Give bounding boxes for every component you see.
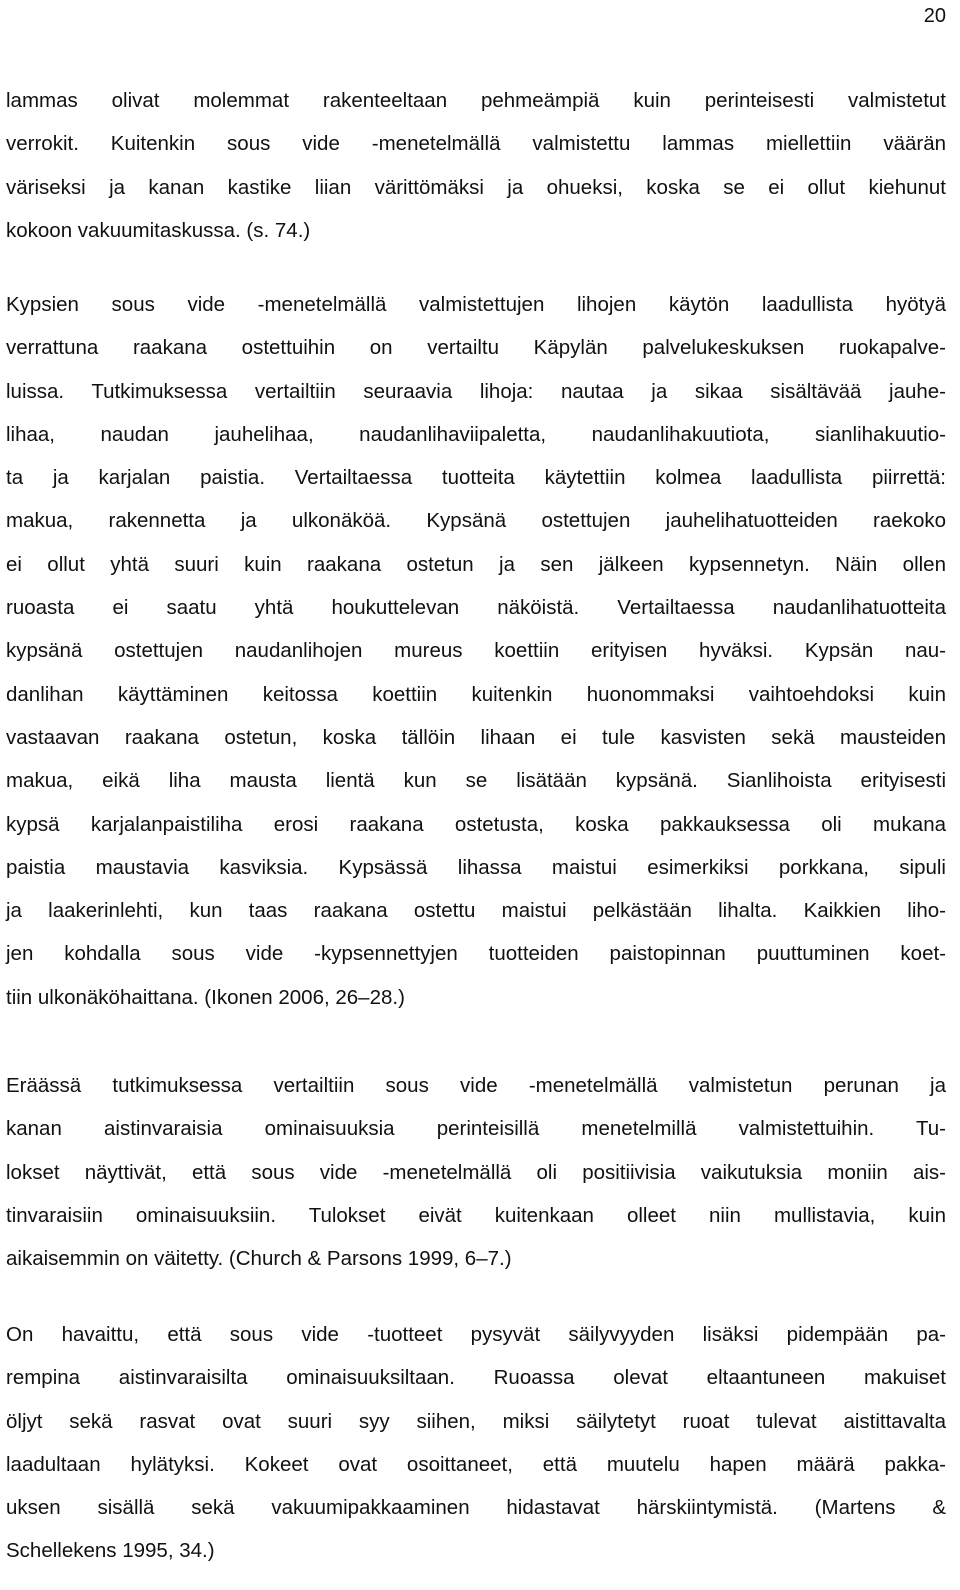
paragraph-2: [6, 283, 946, 1019]
text-line: ei ollut yhtä suuri kuin raakana ostetun ja sen jälkeen kypsennetyn. Näin ollen: [6, 552, 946, 576]
text-line: verrokit. Kuitenkin sous vide -menetelmällä valmistettu lammas miellettiin väärän: [6, 132, 946, 156]
text-line: makua, rakennetta ja ulkonäköä. Kypsänä ostettujen jauhelihatuotteiden raekoko: [6, 509, 946, 533]
page-number: 20: [923, 5, 946, 27]
text-line: On havaittu, että sous vide -tuotteet pysyvät säilyvyyden lisäksi pidempään pa-: [6, 1323, 946, 1346]
paragraph-1: [6, 79, 946, 252]
text-line: laadultaan hylätyksi. Kokeet ovat osoittaneet, että muutelu hapen määrä pakka-: [6, 1452, 946, 1476]
text-line: aikaisemmin on väitetty. (Church & Parsons 1999, 6–7.): [6, 1247, 512, 1271]
text-line: kokoon vakuumitaskussa. (s. 74.): [6, 218, 311, 242]
text-line: makua, eikä liha mausta lientä kun se lisätään kypsänä. Sianlihoista erityisesti: [6, 769, 946, 793]
text-line: uksen sisällä sekä vakuumipakkaaminen hidastavat härskiintymistä. (Martens &: [6, 1496, 946, 1520]
text-line: kypsänä ostettujen naudanlihojen mureus koettiin erityisen hyväksi. Kypsän nau-: [6, 639, 946, 663]
text-line: lihaa, naudan jauhelihaa, naudanlihaviipaletta, naudanlihakuutiota, sianlihakuutio-: [6, 422, 946, 446]
text-line: väriseksi ja kanan kastike liian värittömäksi ja ohueksi, koska se ei ollut kiehunut: [6, 175, 946, 199]
text-line: jen kohdalla sous vide -kypsennettyjen tuotteiden paistopinnan puuttuminen koet-: [6, 942, 946, 966]
text-line: ta ja karjalan paistia. Vertailtaessa tuotteita käytettiin kolmea laadullista piirrettä:: [6, 466, 946, 490]
text-line: rempina aistinvaraisilta ominaisuuksiltaan. Ruoassa olevat eltaantuneen makuiset: [6, 1366, 946, 1390]
text-line: kypsä karjalanpaistiliha erosi raakana ostetusta, koska pakkauksessa oli mukana: [6, 812, 946, 836]
text-line: danlihan käyttäminen keitossa koettiin kuitenkin huonommaksi vaihtoehdoksi kuin: [6, 682, 946, 706]
paragraph-4: [6, 1313, 946, 1573]
text-line: öljyt sekä rasvat ovat suuri syy siihen, miksi säilytetyt ruoat tulevat aistittavalta: [6, 1409, 946, 1433]
text-line: tiin ulkonäköhaittana. (Ikonen 2006, 26–28.): [6, 985, 405, 1009]
text-line: vastaavan raakana ostetun, koska tällöin lihaan ei tule kasvisten sekä mausteiden: [6, 725, 946, 749]
text-line: verrattuna raakana ostettuihin on vertailtu Käpylän palvelukeskuksen ruokapalve-: [6, 336, 946, 360]
text-line: ja laakerinlehti, kun taas raakana ostettu maistui pelkästään lihalta. Kaikkien liho-: [6, 899, 946, 923]
text-line: lokset näyttivät, että sous vide -menetelmällä oli positiivisia vaikutuksia moniin ais-: [6, 1160, 946, 1184]
text-line: paistia maustavia kasviksia. Kypsässä lihassa maistui esimerkiksi porkkana, sipuli: [6, 855, 946, 879]
text-line: luissa. Tutkimuksessa vertailtiin seuraavia lihoja: nautaa ja sikaa sisältävää jauhe-: [6, 379, 946, 403]
text-line: tinvaraisiin ominaisuuksiin. Tulokset eivät kuitenkaan olleet niin mullistavia, kuin: [6, 1203, 946, 1227]
text-line: Schellekens 1995, 34.): [6, 1539, 215, 1563]
text-line: lammas olivat molemmat rakenteeltaan pehmeämpiä kuin perinteisesti valmistetut: [6, 89, 946, 112]
paragraph-3: [6, 1064, 946, 1280]
text-line: kanan aistinvaraisia ominaisuuksia perinteisillä menetelmillä valmistettuihin. Tu-: [6, 1117, 946, 1141]
text-line: Kypsien sous vide -menetelmällä valmistettujen lihojen käytön laadullista hyötyä: [6, 293, 946, 316]
text-line: ruoasta ei saatu yhtä houkuttelevan näköistä. Vertailtaessa naudanlihatuotteita: [6, 596, 946, 620]
text-line: Eräässä tutkimuksessa vertailtiin sous vide -menetelmällä valmistetun perunan ja: [6, 1074, 946, 1097]
